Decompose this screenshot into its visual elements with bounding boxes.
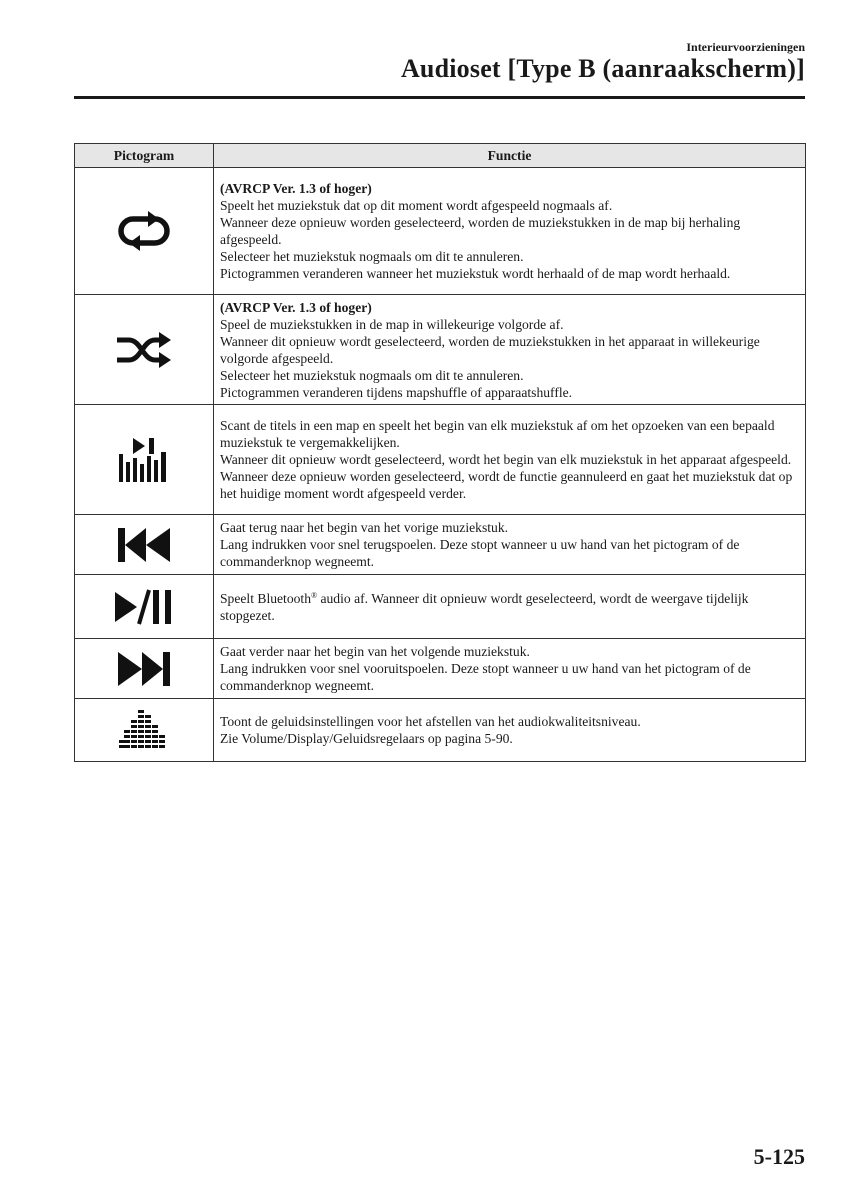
function-line: Lang indrukken voor snel vooruitspoelen. Deze stopt wanneer u uw hand van het pictogram of de commanderknop wegneemt.: [220, 661, 751, 693]
function-line: Selecteer het muziekstuk nogmaals om dit te annuleren.: [220, 367, 524, 383]
function-line: Selecteer het muziekstuk nogmaals om dit te annuleren.: [220, 249, 524, 264]
function-line: Pictogrammen veranderen tijdens mapshuffle of apparaatshuffle.: [220, 384, 573, 400]
function-cell: [214, 405, 806, 515]
function-text: Speelt Bluetooth: [220, 590, 311, 606]
function-line: Scant de titels in een map en speelt het begin van elk muziekstuk af om het opzoeken van een bepaald muziekstuk te vergemakkelijken.: [220, 418, 775, 450]
table-row: [75, 699, 806, 762]
pictogram-cell: [75, 575, 214, 639]
function-cell: [214, 699, 806, 762]
page-title: Audioset [Type B (aanraakscherm)]: [400, 54, 805, 83]
function-cell: [214, 295, 806, 405]
function-line: Wanneer deze opnieuw worden geselecteerd, worden de muziekstukken in de map bij herhaling afgespeeld.: [220, 215, 741, 247]
column-header-functie: Functie: [214, 144, 806, 168]
function-line: Lang indrukken voor snel terugspoelen. Deze stopt wanneer u uw hand van het pictogram of de commanderknop wegneemt.: [220, 537, 740, 569]
pictogram-cell: [75, 405, 214, 515]
previous-track-icon: [75, 528, 213, 562]
function-line: Speel de muziekstukken in de map in willekeurige volgorde af.: [220, 316, 564, 332]
equalizer-icon: [75, 710, 213, 750]
function-line: Gaat verder naar het begin van het volgende muziekstuk.: [220, 644, 530, 659]
function-cell: [214, 168, 806, 295]
function-cell: [214, 515, 806, 575]
function-line: Gaat terug naar het begin van het vorige muziekstuk.: [220, 520, 509, 535]
registered-mark: ®: [311, 590, 318, 600]
function-cell: [214, 639, 806, 699]
function-line: Zie Volume/Display/Geluidsregelaars op pagina 5-90.: [220, 731, 513, 746]
pictogram-cell: [75, 639, 214, 699]
table-header-row: [75, 144, 806, 168]
function-line: Pictogrammen veranderen wanneer het muziekstuk wordt herhaald of de map wordt herhaald.: [220, 266, 731, 281]
function-cell: [214, 575, 806, 639]
function-line: Speelt het muziekstuk dat op dit moment wordt afgespeeld nogmaals af.: [220, 198, 613, 213]
table-row: [75, 515, 806, 575]
column-header-pictogram: Pictogram: [75, 144, 214, 168]
table-row: [75, 405, 806, 515]
shuffle-icon: [75, 332, 213, 368]
play-pause-icon: [75, 588, 213, 626]
function-line: Wanneer deze opnieuw worden geselecteerd, wordt de functie geannuleerd en gaat het muziekstuk dat op het huidige moment wordt afgespeeld verder.: [220, 469, 793, 501]
next-track-icon: [75, 652, 213, 686]
function-line: Wanneer dit opnieuw wordt geselecteerd, worden de muziekstukken in het apparaat in willekeurige volgorde afgespeeld.: [220, 333, 760, 366]
pictogram-cell: [75, 168, 214, 295]
function-text: audio af. Wanneer dit opnieuw wordt geselecteerd, wordt de weergave tijdelijk stopgezet.: [220, 590, 749, 623]
table-row: [75, 168, 806, 295]
function-line: (AVRCP Ver. 1.3 of hoger): [220, 299, 372, 315]
table-row: [75, 575, 806, 639]
pictogram-cell: [75, 515, 214, 575]
pictogram-table: [74, 143, 806, 762]
scan-icon: [75, 438, 213, 482]
page-number: 5-125: [753, 1144, 805, 1169]
repeat-icon: [75, 211, 213, 251]
table-row: [75, 639, 806, 699]
table-row: [75, 295, 806, 405]
title-rule: [74, 96, 805, 99]
function-line: Toont de geluidsinstellingen voor het afstellen van het audiokwaliteitsniveau.: [220, 714, 641, 729]
function-line: Wanneer dit opnieuw wordt geselecteerd, wordt het begin van elk muziekstuk in het apparaat afgespeeld.: [220, 452, 792, 467]
pictogram-cell: [75, 699, 214, 762]
function-line: (AVRCP Ver. 1.3 of hoger): [220, 181, 372, 196]
section-label: Interieurvoorzieningen: [686, 40, 805, 54]
pictogram-cell: [75, 295, 214, 405]
